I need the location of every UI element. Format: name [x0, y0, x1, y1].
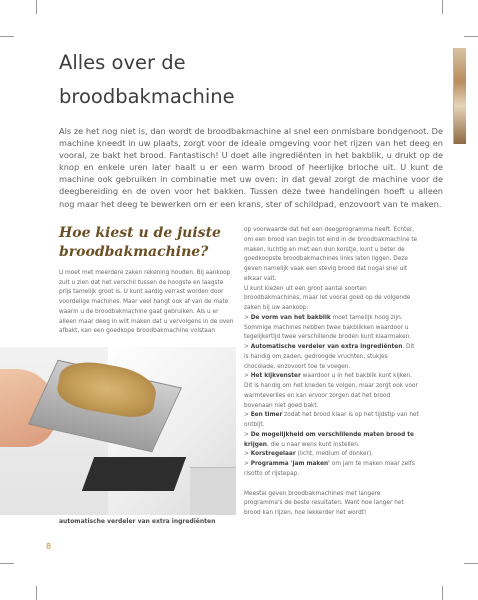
- page-title: [59, 46, 439, 114]
- bread-machine-photo: [0, 347, 236, 515]
- feature-text: , die u naar wens kunt instellen.: [266, 441, 360, 448]
- page-title-line1: Alles over de: [59, 51, 186, 74]
- feature-text: moet tamelijk hoog zijn. Sommige machines hebben twee bakblikken waardoor u tegelijkertijd twee verschillende broden kunt klaarmaken.: [244, 314, 412, 341]
- crop-mark: [442, 0, 443, 14]
- feature-item: [244, 431, 420, 451]
- bullet-marker: >: [244, 451, 251, 458]
- bullet-marker: >: [244, 431, 251, 438]
- right-paragraph-3: Meestal geven broodbakmachines met langere programma's de beste resultaten. Want hoe langer het brood kan rijzen, hoe lekkerder het wordt!: [244, 490, 404, 516]
- photo-caption: automatische verdeler van extra ingrediënten: [59, 518, 216, 525]
- feature-text: . Dit is handig om zaden, gedroogde vruchten, stukjes chocolade, enzovoort toe te voegen.: [244, 344, 415, 370]
- feature-label: Automatische verdeler van extra ingrediënten: [250, 344, 403, 350]
- crop-mark: [464, 36, 478, 37]
- crop-mark: [0, 36, 14, 37]
- crop-mark: [464, 563, 478, 564]
- feature-item: [244, 460, 420, 480]
- section-heading: [59, 224, 229, 262]
- page-number: 8: [46, 542, 52, 551]
- feature-text: waardoor u in het bakblik kunt kijken. Dit is handig om het kneden te volgen, maar zorgt ook voor warmteverlies en kan ervoor zorgen dat het brood bovenaan niet goed bakt.: [244, 373, 418, 409]
- bullet-marker: >: [244, 373, 251, 380]
- crop-mark: [36, 0, 37, 14]
- feature-label: De vorm van het bakblik: [250, 314, 331, 321]
- right-paragraph-2: U kunt kiezen uit een groot aantal soorten broodbakmachines, maar let vooral goed op de volgende zaken bij uw aankoop:: [244, 285, 411, 311]
- feature-text: om jam te maken maar zelfs risotto of rijstepap.: [244, 461, 415, 477]
- feature-label: Een timer: [250, 412, 283, 419]
- feature-item: [244, 450, 420, 460]
- feature-text: (licht, medium of donker).: [295, 451, 374, 458]
- feature-label: Programma 'jam maken': [250, 461, 330, 467]
- crop-mark: [0, 563, 14, 564]
- control-panel: [190, 467, 236, 515]
- feature-item: [244, 314, 420, 343]
- feature-item: [244, 411, 420, 431]
- bullet-marker: >: [244, 412, 251, 419]
- page-title-line2: broodbakmachine: [59, 85, 235, 108]
- bullet-marker: >: [244, 314, 251, 321]
- feature-label: Korstregelaar: [250, 451, 296, 458]
- bullet-marker: >: [244, 461, 251, 467]
- right-column: [244, 226, 420, 519]
- bullet-marker: >: [244, 344, 251, 350]
- feature-item: [244, 343, 420, 372]
- crop-mark: [36, 586, 37, 600]
- feature-label: De mogelijkheid om verschillende maten brood te krijgen: [244, 431, 414, 448]
- feature-item: [244, 372, 420, 411]
- feature-label: Het kijkvenster: [250, 373, 301, 380]
- section-heading-line2: broodbakmachine?: [59, 244, 209, 260]
- intro-paragraph: Als ze het nog niet is, dan wordt de broodbakmachine al snel een onmisbare bondgenoot. De machine kneedt in uw plaats, zorgt voor de ideale omgeving voor het rijzen van het deeg en vooral, ze bakt het brood. Fantastisch! U doet alle ingrediënten in het bakblik, u drukt op de knop en enkele uren later haalt u er een warm brood of heerlijke brioche uit. U kunt de machine ook gebruiken in combinatie met uw oven: in dat geval zorgt de machine voor de deegbereiding en de oven voor het bakken. Tussen deze twee handelingen hoeft u alleen nog maar het deeg te bewerken om er een krans, ster of schildpad, enzovoort van te maken.: [59, 126, 443, 209]
- section-heading-line1: Hoe kiest u de juiste: [59, 225, 221, 241]
- ingredient-slot: [82, 457, 186, 491]
- left-column-text: U moet met meerdere zaken rekening houden. Bij aankoop zult u zien dat het verschil tussen de hoogste en laagste prijs tamelijk groot is. U kunt aardig verrast worden door voordelige machines. Maar veel hangt ook af van de mate waarin u de broodbakmachine gaat gebruiken. Als u er alleen maar deeg in wilt maken dat u vervolgens in de oven afbakt, kan een goedkope broodbakmachine volstaan: [59, 270, 234, 335]
- edge-photo-strip: [453, 48, 466, 144]
- right-paragraph-1: op voorwaarde dat het een deegprogramma heeft. Echter, om een brood van begin tot eind in de broodbakmachine te maken, luchtig en met een dun korstje, kunt u beter de goedkoopste broodbakmachines links laten liggen. Deze geven namelijk vaak een stevig brood dat nogal snel uit elkaar valt.: [244, 227, 418, 282]
- paragraph-gap: [244, 480, 420, 490]
- feature-text: zodat het brood klaar is op het tijdstip van het ontbijt.: [244, 412, 419, 428]
- crop-mark: [442, 586, 443, 600]
